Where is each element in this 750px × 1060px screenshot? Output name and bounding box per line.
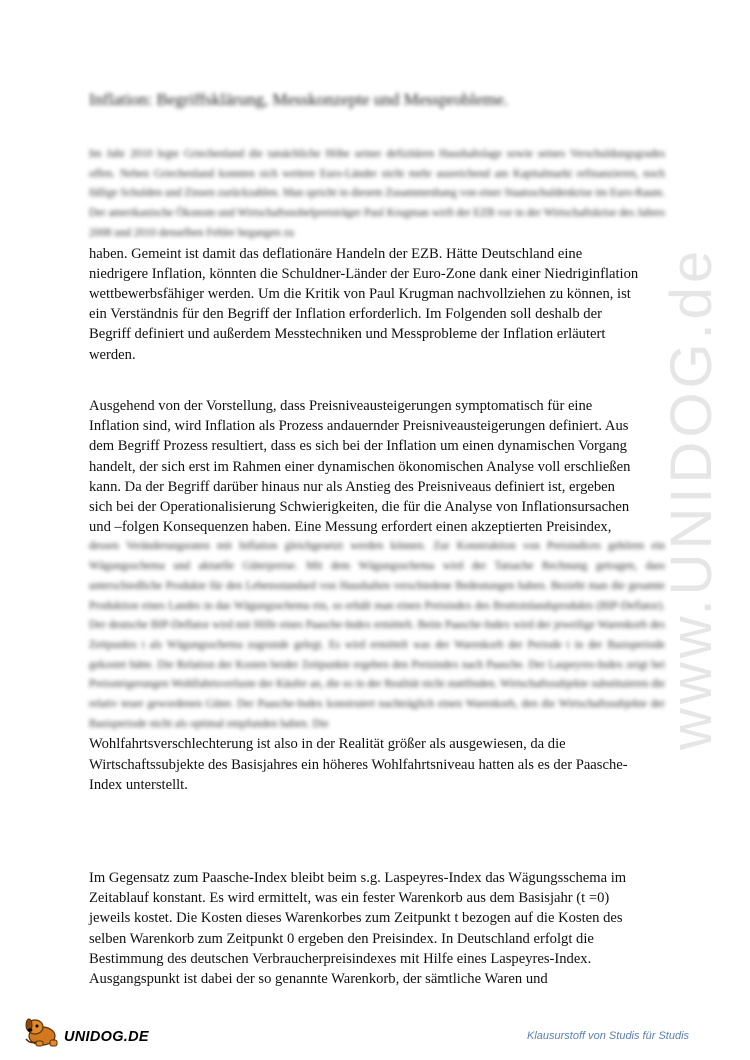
document-title: Inflation: Begriffsklärung, Messkonzepte und Messprobleme. bbox=[89, 90, 508, 109]
paragraph-3 bbox=[89, 868, 665, 989]
text-line: Ausgehend von der Vorstellung, dass Preisniveausteigerungen symptomatisch für eine bbox=[89, 398, 593, 414]
watermark-text: www.UNIDOG.de bbox=[659, 246, 724, 750]
unidog-logo bbox=[22, 1016, 152, 1048]
text-line: Ausgangspunkt ist dabei der so genannte Warenkorb, der sämtliche Waren und bbox=[89, 971, 548, 988]
text-line: kann. Da der Begriff darüber hinaus nur als Anstieg des Preisniveaus definiert ist, ergeben bbox=[89, 478, 615, 495]
logo-text: UNIDOG.DE bbox=[64, 1029, 149, 1045]
text-line: sich bei der Operationalisierung Schwierigkeiten, die für die Analyse von Inflationsursachen bbox=[89, 499, 630, 516]
text-line: handelt, der sich erst im Rahmen einer dynamischen ökonomischen Analyse voll erschließen bbox=[89, 458, 631, 475]
text-line: Zeitablauf konstant. Es wird ermittelt, was ein fester Warenkorb aus dem Basisjahr (t =0) bbox=[89, 890, 610, 907]
text-line: und –folgen Konsequenzen haben. Eine Messung erfordert einen akzeptierten Preisindex, bbox=[89, 519, 612, 536]
footer-tagline: Klausurstoff von Studis für Studis bbox=[527, 1030, 690, 1042]
text-line: dem Begriff Prozess resultiert, dass es sich bei der Inflation um einen dynamischen Vorgang bbox=[89, 438, 627, 455]
text-line: Im Gegensatz zum Paasche-Index bleibt beim s.g. Laspeyres-Index das Wägungsschema im bbox=[89, 870, 627, 886]
text-line: Wohlfahrtsverschlechterung ist also in der Realität größer als ausgewiesen, da die bbox=[89, 736, 566, 753]
text-line: Begriff definiert und außerdem Messtechniken und Messprobleme der Inflation erläutert bbox=[89, 326, 606, 343]
paragraph-2 bbox=[89, 396, 665, 795]
dog-mascot-icon bbox=[22, 1016, 64, 1048]
text-line: Inflation sind, wird Inflation als Prozess andauernder Preisniveausteigerungen definiert. Aus bbox=[89, 418, 629, 435]
text-line: jeweils kostet. Die Kosten dieses Warenkorbes zum Zeitpunkt t bezogen auf die Kosten des bbox=[89, 910, 623, 927]
text-line: Bestimmung des deutschen Verbraucherpreisindexes mit Hilfe eines Laspeyres-Index. bbox=[89, 950, 592, 967]
text-line: werden. bbox=[89, 346, 136, 363]
paragraph-1 bbox=[89, 145, 665, 365]
text-line: Index unterstellt. bbox=[89, 776, 188, 793]
watermark bbox=[658, 246, 738, 750]
text-line: selben Warenkorb zum Zeitpunkt 0 ergeben den Preisindex. In Deutschland erfolgt die bbox=[89, 930, 594, 947]
blurred-text-block: Im Jahr 2010 legte Griechenland die tatsächliche Höhe seiner defizitären Haushaltslage sowie seines Verschuldungsgrades offen. Neben Griechenland konnten sich weitere Euro-Länder nicht mehr ausreichend am Kapitalmarkt refinanzieren, noch fällige Schulden und Zinsen zurückzahlen. Man spricht in diesem Zusammenhang von einer Staatsschuldenkrise im Euro-Raum. Der amerikanische Ökonom und Wirtschaftsnobelpreisträger Paul Krugman wirft der EZB vor in der Wirtschaftskrise des Jahres 2008 und 2010 denselben Fehler begangen zu bbox=[89, 148, 666, 239]
text-line: wettbewerbsfähiger werden. Um die Kritik von Paul Krugman nachvollziehen zu können, ist bbox=[89, 285, 631, 302]
text-line: niedrigere Inflation, könnten die Schuldner-Länder der Euro-Zone dank einer Niedriginflation bbox=[89, 265, 639, 282]
text-line: Wirtschaftssubjekte des Basisjahres ein höheres Wohlfahrtsniveau hatten als es der Paasche- bbox=[89, 756, 628, 773]
text-line: ein Verständnis für den Begriff der Inflation erforderlich. Im Folgenden soll deshalb der bbox=[89, 306, 602, 323]
blurred-text-block: dessen Veränderungsraten mit Inflation gleichgesetzt werden können. Zur Konstruktion von Preisindices gehören ein Wägungsschema und aktuelle Güterpreise. Mit dem Wägungsschema wird der Tatsache Rechnung getragen, dass unterschiedliche Produkte für den Lebensstandard von Haushalten verschiedene Bedeutungen haben. Bezieht man die gesamte Produktion eines Landes in das Wägungsschema ein, so erhält man einen Preisindex des Bruttoinlandsprodukts (BIP-Deflator). Der deutsche BIP-Deflator wird mit Hilfe eines Paasche-Index ermittelt. Beim Paasche-Index wird der jeweilige Warenkorb des Zeitpunkts t als Wägungsschema zugrunde gelegt. Es wird ermittelt was der Warenkorb der Periode t in der Basisperiode gekostet hätte. Die Relation der Kosten beider Zeitpunkte ergeben den Preisindex nach Paasche. Der Laspeyres-Index zeigt bei Preissteigerungen Wohlfahrtsverluste der Käufer an, die so in der Realität nicht stattfinden. Wirtschaftssubjekte substituieren die relativ teuer gewordenen Güter. Der Paasche-Index konstruiert nachträglich einen Warenkorb, den die Wirtschaftssubjekte der Basisperiode nicht als optimal empfunden haben. Die bbox=[89, 540, 665, 730]
text-line: haben. Gemeint ist damit das deflationäre Handeln der EZB. Hätte Deutschland eine bbox=[89, 245, 583, 262]
